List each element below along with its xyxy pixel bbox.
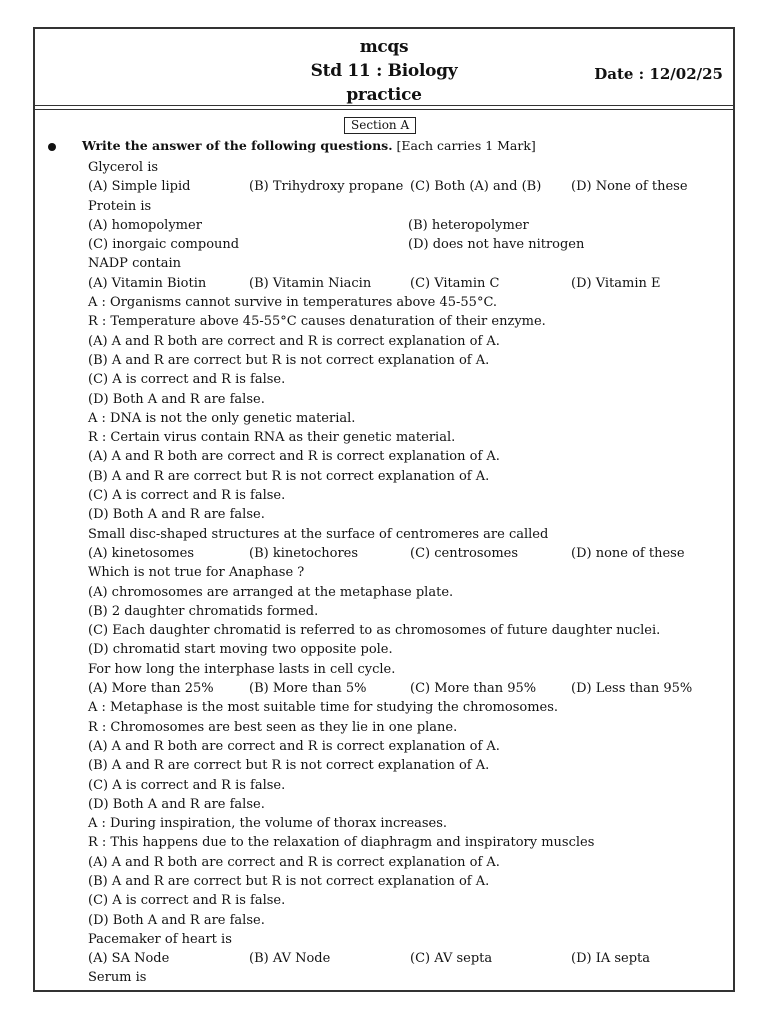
question-text: Glycerol is	[88, 160, 159, 175]
question-line: (C) Each daughter chromatid is referred to as chromosomes of future daughter nuclei.	[88, 623, 661, 639]
question-list	[88, 158, 728, 988]
option-item: (A) SA Node	[88, 951, 170, 967]
question-line: (A) A and R both are correct and R is correct explanation of A.	[88, 738, 500, 754]
option-item: (C) Vitamin C	[410, 275, 500, 291]
question-line: A : Organisms cannot survive in temperatures above 45-55°C.	[88, 295, 498, 311]
option-item: (C) More than 95%	[410, 681, 537, 697]
option-row	[88, 544, 728, 563]
bullet-icon	[48, 143, 56, 151]
question-text: Small disc-shaped structures at the surface of centromeres are called	[88, 526, 549, 542]
option-item: (D) Vitamin E	[571, 275, 661, 291]
option-row	[88, 216, 728, 235]
question-line: (A) A and R both are correct and R is correct explanation of A.	[88, 333, 500, 349]
option-row	[88, 949, 728, 968]
question-line: A : During inspiration, the volume of thorax increases.	[88, 816, 448, 832]
question-line: (D) Both A and R are false.	[88, 391, 265, 407]
option-item: (C) Both (A) and (B)	[410, 179, 542, 195]
option-item: (B) AV Node	[249, 951, 331, 967]
option-item: (B) Trihydroxy propane	[249, 179, 404, 195]
question-line: R : This happens due to the relaxation of diaphragm and inspiratory muscles	[88, 835, 595, 851]
question-line: (B) A and R are correct but R is not correct explanation of A.	[88, 873, 490, 889]
question-line: (C) A is correct and R is false.	[88, 488, 286, 504]
question-text: Protein is	[88, 198, 152, 214]
option-item: (D) IA septa	[571, 951, 651, 967]
question-line: (D) Both A and R are false.	[88, 912, 265, 928]
option-item: (C) AV septa	[410, 951, 493, 967]
option-row	[88, 177, 728, 196]
question-line: (B) 2 daughter chromatids formed.	[88, 603, 319, 619]
question-line: (C) A is correct and R is false.	[88, 777, 286, 793]
option-item: (A) kinetosomes	[88, 545, 195, 561]
header-rule-bottom	[35, 109, 733, 110]
question-line: (A) A and R both are correct and R is correct explanation of A.	[88, 854, 500, 870]
question-line: A : Metaphase is the most suitable time for studying the chromosomes.	[88, 700, 559, 716]
option-item: (B) heteropolymer	[408, 217, 529, 233]
question-line: A : DNA is not the only genetic material.	[88, 410, 356, 426]
header-line-2: Std 11 : Biology	[310, 61, 458, 81]
option-item: (D) None of these	[571, 179, 688, 195]
option-item: (C) inorgaic compound	[88, 237, 240, 253]
option-item: (B) kinetochores	[249, 545, 359, 561]
question-line: (C) A is correct and R is false.	[88, 893, 286, 909]
date-label: Date : 12/02/25	[594, 65, 723, 83]
instruction-note: [Each carries 1 Mark]	[392, 138, 536, 153]
option-item: (D) does not have nitrogen	[408, 237, 585, 253]
question-line: (B) A and R are correct but R is not correct explanation of A.	[88, 758, 490, 774]
option-item: (B) Vitamin Niacin	[249, 275, 372, 291]
question-line: (B) A and R are correct but R is not correct explanation of A.	[88, 468, 490, 484]
header	[35, 29, 733, 105]
question-line: (D) Both A and R are false.	[88, 507, 265, 523]
option-item: (B) More than 5%	[249, 681, 367, 697]
option-item: (D) none of these	[571, 545, 685, 561]
section-label: Section A	[344, 117, 416, 134]
question-line: (D) chromatid start moving two opposite pole.	[88, 642, 393, 658]
option-item: (A) More than 25%	[88, 681, 214, 697]
question-line: Which is not true for Anaphase ?	[88, 565, 305, 581]
instruction-bold: Write the answer of the following questions.	[82, 138, 393, 153]
header-rule-top	[35, 105, 733, 106]
option-item: (D) Less than 95%	[571, 681, 693, 697]
page-frame	[33, 27, 735, 992]
question-line: Serum is	[88, 970, 147, 986]
option-row	[88, 679, 728, 698]
option-row	[88, 274, 728, 293]
option-item: (A) homopolymer	[88, 217, 202, 233]
option-item: (A) Vitamin Biotin	[88, 275, 207, 291]
option-item: (A) Simple lipid	[88, 179, 191, 195]
option-row	[88, 235, 728, 254]
question-text: NADP contain	[88, 256, 182, 272]
instruction	[48, 138, 536, 154]
option-item: (C) centrosomes	[410, 545, 519, 561]
question-line: (C) A is correct and R is false.	[88, 372, 286, 388]
question-line: R : Certain virus contain RNA as their genetic material.	[88, 430, 456, 446]
question-line: (A) A and R both are correct and R is correct explanation of A.	[88, 449, 500, 465]
question-line: (D) Both A and R are false.	[88, 796, 265, 812]
header-line-3: practice	[346, 85, 422, 105]
question-text: For how long the interphase lasts in cell cycle.	[88, 661, 396, 677]
question-line: (B) A and R are correct but R is not correct explanation of A.	[88, 352, 490, 368]
question-text: Pacemaker of heart is	[88, 931, 232, 947]
header-line-1: mcqs	[359, 37, 409, 57]
question-line: R : Temperature above 45-55°C causes denaturation of their enzyme.	[88, 314, 546, 330]
question-line: R : Chromosomes are best seen as they lie in one plane.	[88, 719, 458, 735]
question-line: (A) chromosomes are arranged at the metaphase plate.	[88, 584, 454, 600]
